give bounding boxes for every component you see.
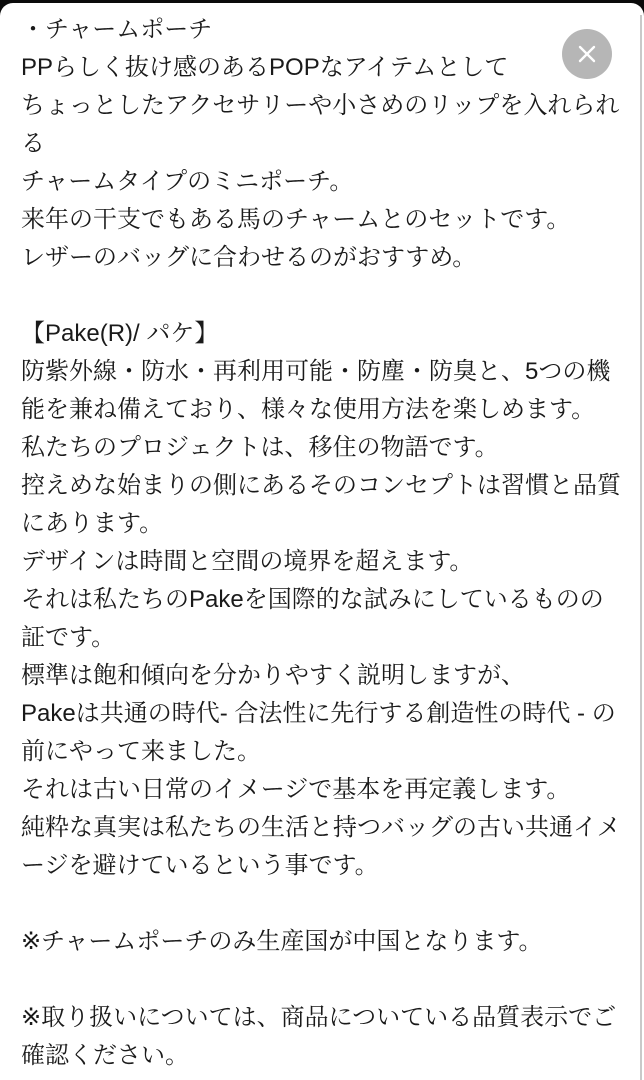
text-line: チャームタイプのミニポーチ。 — [21, 168, 354, 195]
product-description-sheet — [0, 3, 644, 1080]
text-line: それは私たちのPakeを国際的な試みにしているものの — [21, 586, 604, 613]
text-line: 【Pake(R)/ パケ】 — [21, 320, 219, 347]
text-line: Pakeは共通の時代- 合法性に先行する創造性の時代 - の — [21, 700, 616, 727]
text-line: ・チャームポーチ — [21, 16, 213, 43]
close-icon — [576, 43, 598, 65]
text-line — [21, 885, 624, 923]
description-text — [21, 11, 624, 1075]
close-button[interactable] — [562, 29, 612, 79]
text-line — [21, 961, 624, 999]
text-line: 純粋な真実は私たちの生活と持つバッグの古い共通イメ — [21, 814, 621, 841]
text-line: 証です。 — [21, 624, 116, 651]
text-line: ※取り扱いについては、商品についている品質表示でご — [21, 1004, 617, 1031]
text-line: 私たちのプロジェクトは、移住の物語です。 — [21, 434, 499, 461]
text-line: ちょっとしたアクセサリーや小さめのリップを入れられ — [21, 92, 620, 119]
right-edge-line — [640, 15, 642, 1080]
text-line: 標準は飽和傾向を分かりやすく説明しますが、 — [21, 662, 525, 689]
text-line: にあります。 — [21, 510, 164, 537]
text-line: 来年の干支でもある馬のチャームとのセットです。 — [21, 206, 571, 233]
text-line: 前にやって来ました。 — [21, 738, 261, 765]
text-line: ※チャームポーチのみ生産国が中国となります。 — [21, 928, 543, 955]
text-line: る — [21, 130, 45, 157]
text-line: 能を兼ね備えており、様々な使用方法を楽しめます。 — [21, 396, 596, 423]
text-line: 防紫外線・防水・再利用可能・防塵・防臭と、5つの機 — [21, 358, 611, 385]
text-line: レザーのバッグに合わせるのがおすすめ。 — [21, 244, 477, 271]
text-line: デザインは時間と空間の境界を超えます。 — [21, 548, 474, 575]
text-line: ージを避けているという事です。 — [21, 852, 379, 879]
text-line: それは古い日常のイメージで基本を再定義します。 — [21, 776, 571, 803]
text-line — [21, 277, 624, 315]
text-line: 控えめな始まりの側にあるそのコンセプトは習慣と品質 — [21, 472, 621, 499]
text-line: PPらしく抜け感のあるPOPなアイテムとして — [21, 54, 509, 81]
text-line: 確認ください。 — [21, 1042, 189, 1069]
